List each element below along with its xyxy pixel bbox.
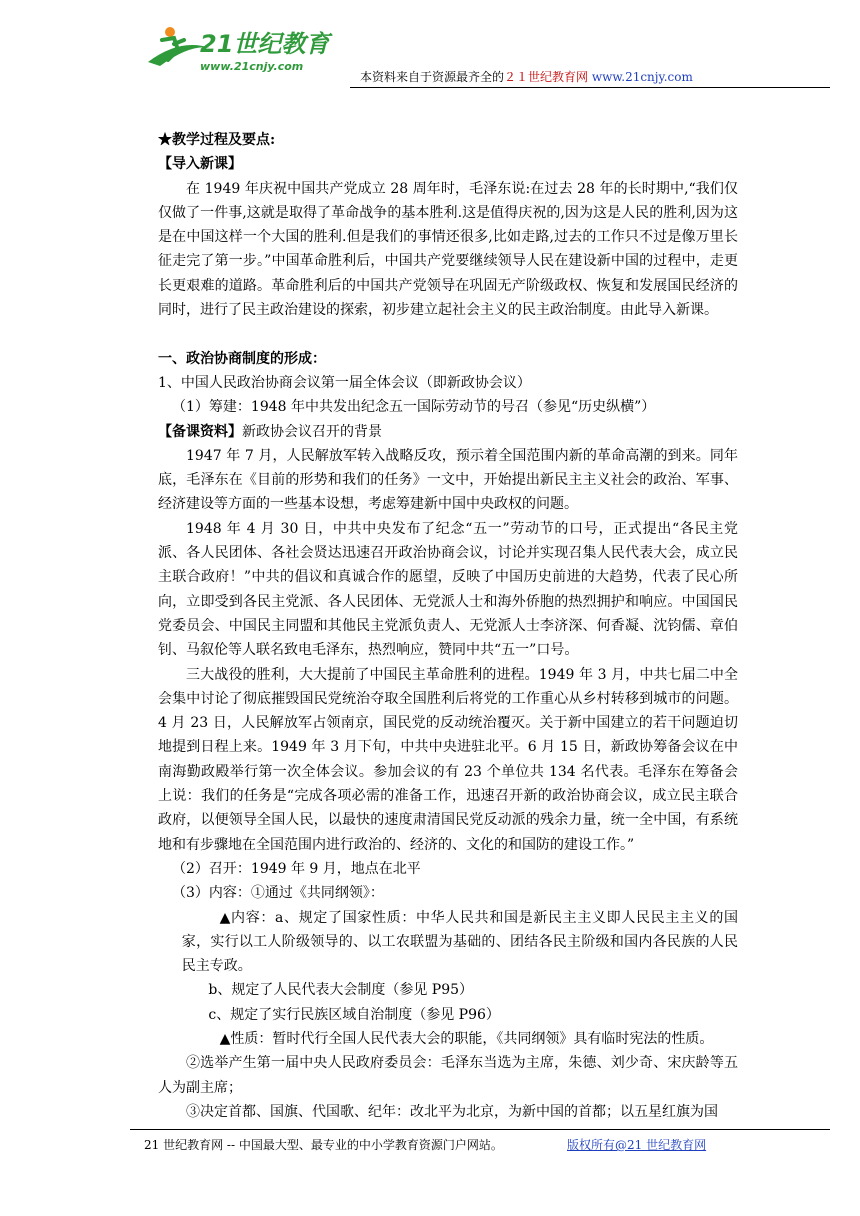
header-divider [350,87,830,88]
prep-material-label: 【备课资料】 [158,423,242,440]
heading-part-one: 一、政治协商制度的形成： [158,350,326,367]
program-item-b: b、规定了人民代表大会制度（参见 P95） [208,982,474,999]
spacer [158,322,738,346]
section-heading-intro: 【导入新课】 [158,156,242,173]
header-note [360,68,693,85]
item-1: 1、中国人民政治协商会议第一届全体会议（即新政协会议） [158,374,531,391]
document-body [158,128,738,1124]
item-1-3: （3）内容：①通过《共同纲领》： [172,885,384,902]
program-nature: ▲性质：暂时代行全国人民代表大会的职能，《共同纲领》具有临时宪法的性质。 [219,1030,714,1047]
paragraph-1947: 1947 年 7 月，人民解放军转入战略反攻，预示着全国范围内新的革命高潮的到来。同年底，毛泽东在《目前的形势和我们的任务》一文中，开始提出新民主主义社会的政治、军事、经济建设等方面的一些基本设想，考虑筹建新中国中央政权的问题。 [158,447,738,513]
prep-material-title: 新政协会议召开的背景 [242,423,382,440]
footer-text: 21 世纪教育网 -- 中国最大型、最专业的中小学教育资源门户网站。 [144,1138,503,1152]
section-heading-process: ★教学过程及要点: [158,132,276,148]
header-note-url[interactable]: www.21cnjy.com [591,70,693,84]
item-1-1: （1）筹建：1948 年中共发出纪念五一国际劳动节的号召（参见“历史纵横”） [172,399,656,416]
logo-runner-head [165,27,175,37]
program-content: ▲内容：a、规定了国家性质：中华人民共和国是新民主主义即人民民主主义的国家，实行以工人阶级领导的、以工农联盟为基础的、团结各民主阶级和国内各民族的人民民主专政。 [181,909,738,975]
paragraph-1949: 三大战役的胜利，大大提前了中国民主革命胜利的进程。1949 年 3 月，中共七届二中全会集中讨论了彻底摧毁国民党统治夺取全国胜利后将党的工作重心从乡村转移到城市的问题。4 月 23 日，人民解放军占领南京，国民党的反动统治覆灭。关于新中国建立的若干问题迫切地提到日程上来。1949 年 3 月下旬，中共中央进驻北平。6 月 15 日，新政协筹备会议在中南海勤政殿举行第一次全体会议。参加会议的有 23 个单位共 134 名代表。毛泽东在筹备会上说：我们的任务是“完成各项必需的准备工作，迅速召开新的政治协商会议，成立民主联合政府，以便领导全国人民，以最快的速度肃清国民党反动派的残余力量，统一全中国，有系统地和有步骤地在全国范围内进行政治的、经济的、文化的和国防的建设工作。” [158,666,738,853]
logo-graphic [140,18,340,78]
logo-url: www.21cnjy.com [200,60,304,73]
capital-paragraph: ③决定首都、国旗、代国歌、纪年：改北平为北京，为新中国的首都；以五星红旗为国 [186,1103,718,1120]
item-1-2: （2）召开：1949 年 9 月，地点在北平 [172,860,421,877]
logo-text: 21世纪教育 [200,30,330,58]
page-header [0,0,860,90]
copyright-link[interactable]: 版权所有@21 世纪教育网 [567,1138,707,1152]
header-note-prefix: 本资料来自于资源最齐全的 [360,70,505,84]
program-item-c: c、规定了实行民族区域自治制度（参见 P96） [208,1006,500,1023]
paragraph-intro: 在 1949 年庆祝中国共产党成立 28 周年时，毛泽东说:在过去 28 年的长时期中,“我们仅仅做了一件事,这就是取得了革命战争的基本胜利.这是值得庆祝的,因为这是人民的胜利,因为这是在中国这样一个大国的胜利.但是我们的事情还很多,比如走路,过去的工作只不过是像万里长征走完了第一步。”中国革命胜利后，中国共产党要继续领导人民在建设新中国的过程中，走更长更艰难的道路。革命胜利后的中国共产党领导在巩固无产阶级政权、恢复和发展国民经济的同时，进行了民主政治建设的探索，初步建立起社会主义的民主政治制度。由此导入新课。 [158,180,738,319]
page-footer [0,1124,860,1184]
paragraph-1948: 1948 年 4 月 30 日，中共中央发布了纪念“五一”劳动节的口号，正式提出“各民主党派、各人民团体、各社会贤达迅速召开政治协商会议，讨论并实现召集人民代表大会，成立民主联合政府！”中共的倡议和真诚合作的愿望，反映了中国历史前进的大趋势，代表了民心所向，立即受到各民主党派、各人民团体、无党派人士和海外侨胞的热烈拥护和响应。中国国民党委员会、中国民主同盟和其他民主党派负责人、无党派人士李济深、何香凝、沈钧儒、章伯钊、马叙伦等人联名致电毛泽东，热烈响应，赞同中共“五一”口号。 [158,520,738,659]
election-paragraph: ②选举产生第一届中央人民政府委员会：毛泽东当选为主席，朱德、刘少奇、宋庆龄等五人为副主席； [158,1055,738,1096]
header-note-site: ２１世纪教育网 [504,70,589,84]
site-logo [140,18,340,78]
prep-material-heading [158,420,738,444]
footer-divider [130,1129,830,1130]
